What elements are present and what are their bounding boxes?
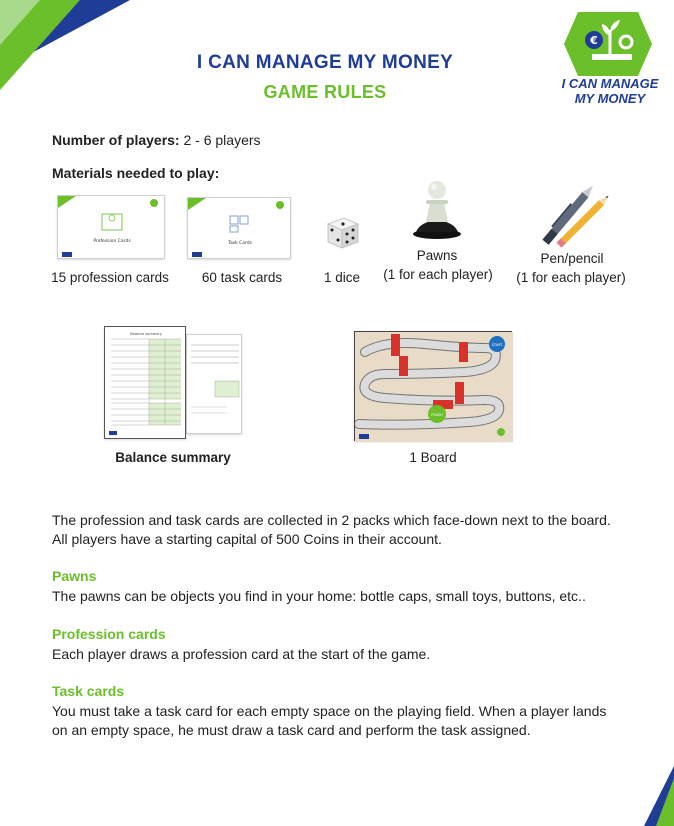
profession-cards-caption: 15 profession cards (51, 270, 169, 285)
dice-icon (322, 214, 362, 252)
section-heading-pawns: Pawns (52, 568, 97, 584)
corner-decoration-bottom-right (634, 766, 674, 826)
pen-title: Pen/pencil (540, 251, 604, 266)
profession-card-image (57, 195, 165, 259)
pawn-icon (408, 174, 466, 240)
section-text-profession-cards: Each player draws a profession card at the start of the game. (52, 646, 431, 662)
pen-pencil-icon (532, 180, 618, 250)
pawns-note: (1 for each player) (383, 267, 493, 282)
section-text-task-cards: You must take a task card for each empty space on the playing field. When a player lands on an empty space, he must draw a task card and perform the task assigned. (52, 703, 607, 738)
balance-summary-caption: Balance summary (115, 450, 231, 465)
section-heading-profession-cards: Profession cards (52, 626, 166, 642)
dice-caption: 1 dice (323, 270, 361, 285)
balance-sheet-front (104, 326, 186, 439)
svg-text:START: START (491, 343, 503, 347)
page-subtitle: GAME RULES (263, 82, 387, 102)
section-text-pawns: The pawns can be objects you find in your home: bottle caps, small toys, buttons, etc.. (52, 588, 586, 604)
board-image (354, 331, 512, 441)
board-caption: 1 Board (409, 450, 457, 465)
logo-text: I CAN MANAGE MY MONEY (561, 76, 659, 106)
svg-text:Balance summary: Balance summary (130, 332, 162, 336)
pen-note: (1 for each player) (516, 270, 626, 285)
pawns-title: Pawns (416, 248, 458, 263)
players-info: Number of players: 2 - 6 players (52, 132, 261, 148)
svg-text:Task Cards: Task Cards (227, 241, 253, 246)
svg-text:€: € (590, 34, 598, 47)
corner-decoration-top-left (0, 0, 130, 90)
materials-label: Materials needed to play: (52, 165, 220, 181)
balance-sheet-back (186, 334, 242, 434)
page-title: I CAN MANAGE MY MONEY (196, 52, 454, 73)
svg-text:FINISH: FINISH (431, 413, 443, 417)
intro-paragraph: The profession and task cards are collected in 2 packs which face-down next to the board. All players have a starting capital of 500 Coins in their account. (52, 512, 611, 547)
task-cards-caption: 60 task cards (201, 270, 283, 285)
svg-text:Profession Cards: Profession Cards (93, 239, 131, 244)
task-card-image (187, 197, 291, 259)
section-heading-task-cards: Task cards (52, 683, 125, 699)
